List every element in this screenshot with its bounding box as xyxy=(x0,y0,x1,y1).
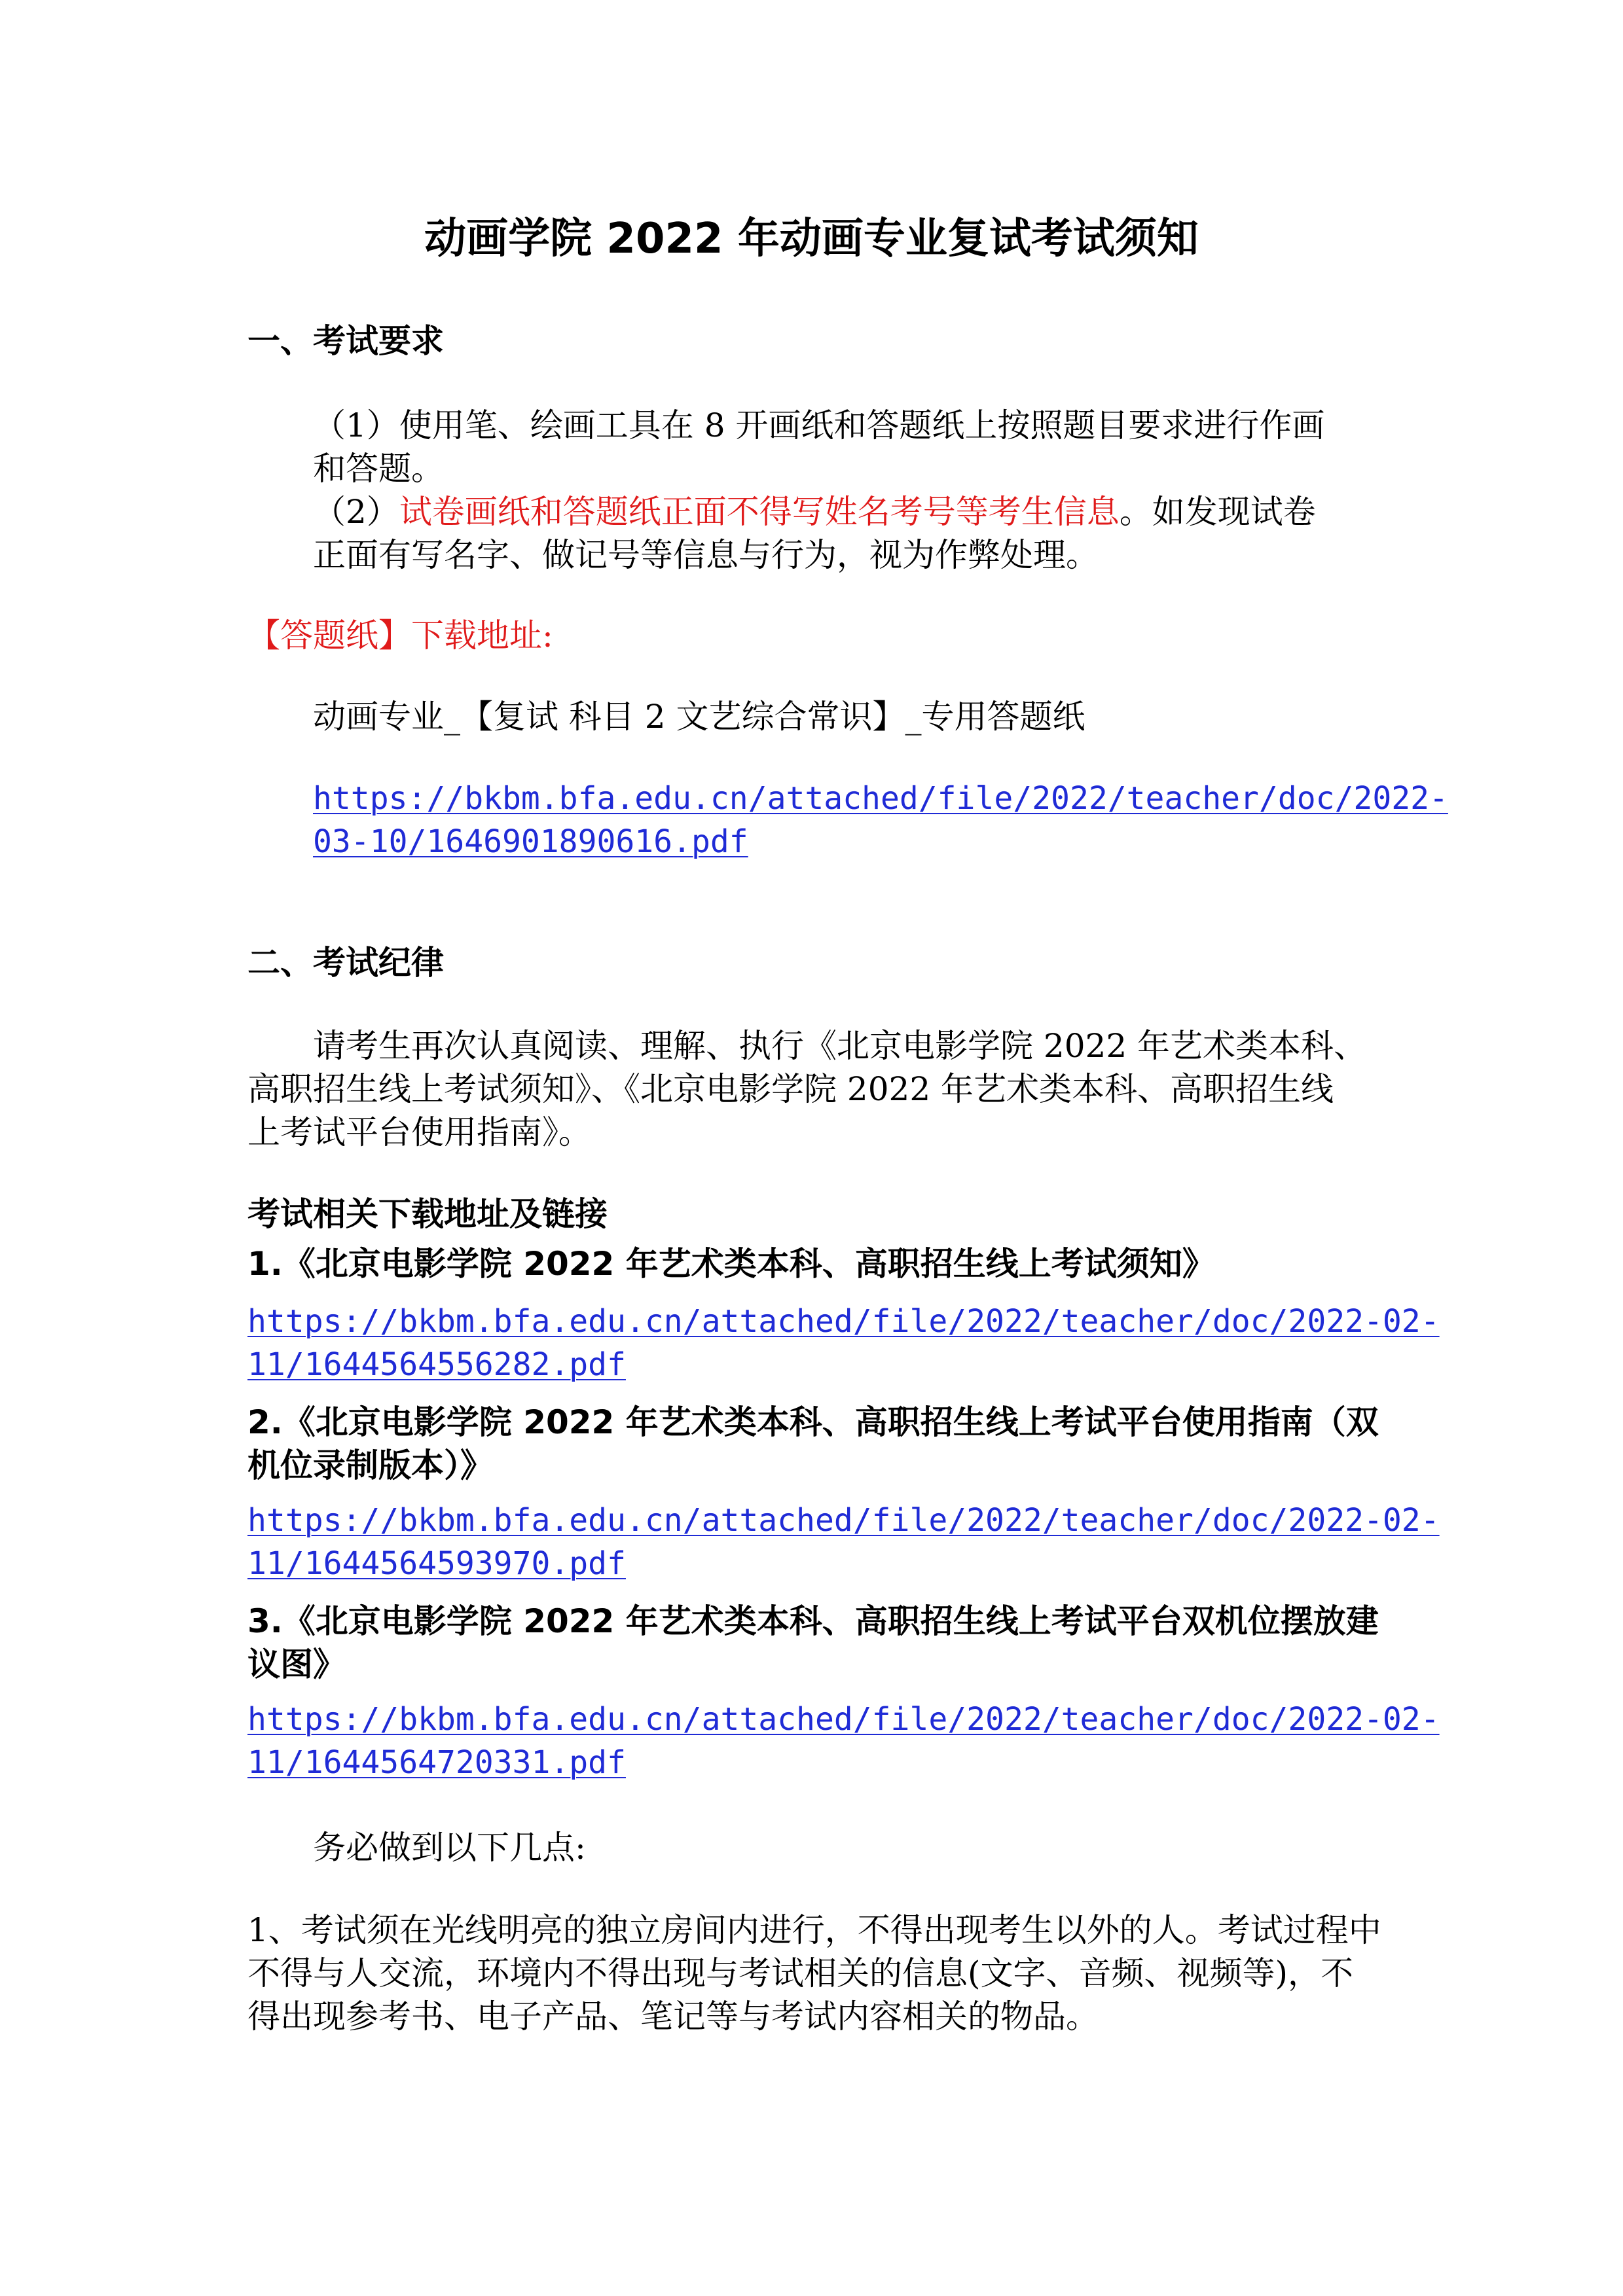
answer-sheet-link-line1[interactable]: https://bkbm.bfa.edu.cn/attached/file/2022/teacher/doc/2022- xyxy=(313,780,1448,817)
link-1-url-line2[interactable]: 11/1644564556282.pdf xyxy=(247,1346,626,1383)
requirement-1-line2: 和答题。 xyxy=(313,450,444,488)
link-3-url-line2[interactable]: 11/1644564720331.pdf xyxy=(247,1744,626,1781)
requirement-2-warning: 试卷画纸和答题纸正面不得写姓名考号等考生信息 xyxy=(399,493,1120,531)
rule-1-line1: 1、考试须在光线明亮的独立房间内进行，不得出现考生以外的人。考试过程中 xyxy=(247,1911,1381,1949)
link-2-title-line2: 机位录制版本）》 xyxy=(247,1446,493,1484)
link-3-title-line1: 3.《北京电影学院 2022 年艺术类本科、高职招生线上考试平台双机位摆放建 xyxy=(247,1602,1379,1640)
discipline-para-line2: 高职招生线上考试须知》、《北京电影学院 2022 年艺术类本科、高职招生线 xyxy=(247,1070,1334,1108)
link-1-url-line1[interactable]: https://bkbm.bfa.edu.cn/attached/file/2022/teacher/doc/2022-02- xyxy=(247,1303,1440,1340)
must-do-heading: 务必做到以下几点: xyxy=(313,1829,586,1867)
answer-sheet-link-line2[interactable]: 03-10/1646901890616.pdf xyxy=(313,823,748,860)
link-2-title-line1: 2.《北京电影学院 2022 年艺术类本科、高职招生线上考试平台使用指南（双 xyxy=(247,1403,1379,1441)
link-3-title-line2: 议图》 xyxy=(247,1645,346,1683)
rule-1-line3: 得出现参考书、电子产品、笔记等与考试内容相关的物品。 xyxy=(247,1998,1099,2036)
requirement-2-suffix: 。如发现试卷 xyxy=(1119,493,1316,531)
requirement-1-line1: （1）使用笔、绘画工具在 8 开画纸和答题纸上按照题目要求进行作画 xyxy=(313,406,1325,444)
requirement-2-line2: 正面有写名字、做记号等信息与行为，视为作弊处理。 xyxy=(313,536,1099,574)
rule-1-line2: 不得与人交流，环境内不得出现与考试相关的信息(文字、音频、视频等)，不 xyxy=(247,1954,1354,1992)
answer-sheet-label: 【答题纸】下载地址: xyxy=(247,617,553,655)
answer-sheet-name: 动画专业_【复试 科目 2 文艺综合常识】_专用答题纸 xyxy=(313,698,1085,736)
section2-heading: 二、考试纪律 xyxy=(247,944,444,982)
requirement-2-line1 xyxy=(313,490,1316,533)
link-1-title: 1.《北京电影学院 2022 年艺术类本科、高职招生线上考试须知》 xyxy=(247,1245,1215,1283)
link-2-url-line1[interactable]: https://bkbm.bfa.edu.cn/attached/file/2022/teacher/doc/2022-02- xyxy=(247,1502,1440,1539)
discipline-para-line1: 请考生再次认真阅读、理解、执行《北京电影学院 2022 年艺术类本科、 xyxy=(313,1027,1367,1065)
discipline-para-line3: 上考试平台使用指南》。 xyxy=(247,1113,591,1151)
link-3-url-line1[interactable]: https://bkbm.bfa.edu.cn/attached/file/2022/teacher/doc/2022-02- xyxy=(247,1701,1440,1738)
page-title: 动画学院 2022 年动画专业复试考试须知 xyxy=(424,215,1199,263)
section1-heading: 一、考试要求 xyxy=(247,322,444,360)
requirement-2-prefix: （2） xyxy=(313,493,399,531)
links-heading: 考试相关下载地址及链接 xyxy=(247,1195,608,1233)
link-2-url-line2[interactable]: 11/1644564593970.pdf xyxy=(247,1545,626,1582)
